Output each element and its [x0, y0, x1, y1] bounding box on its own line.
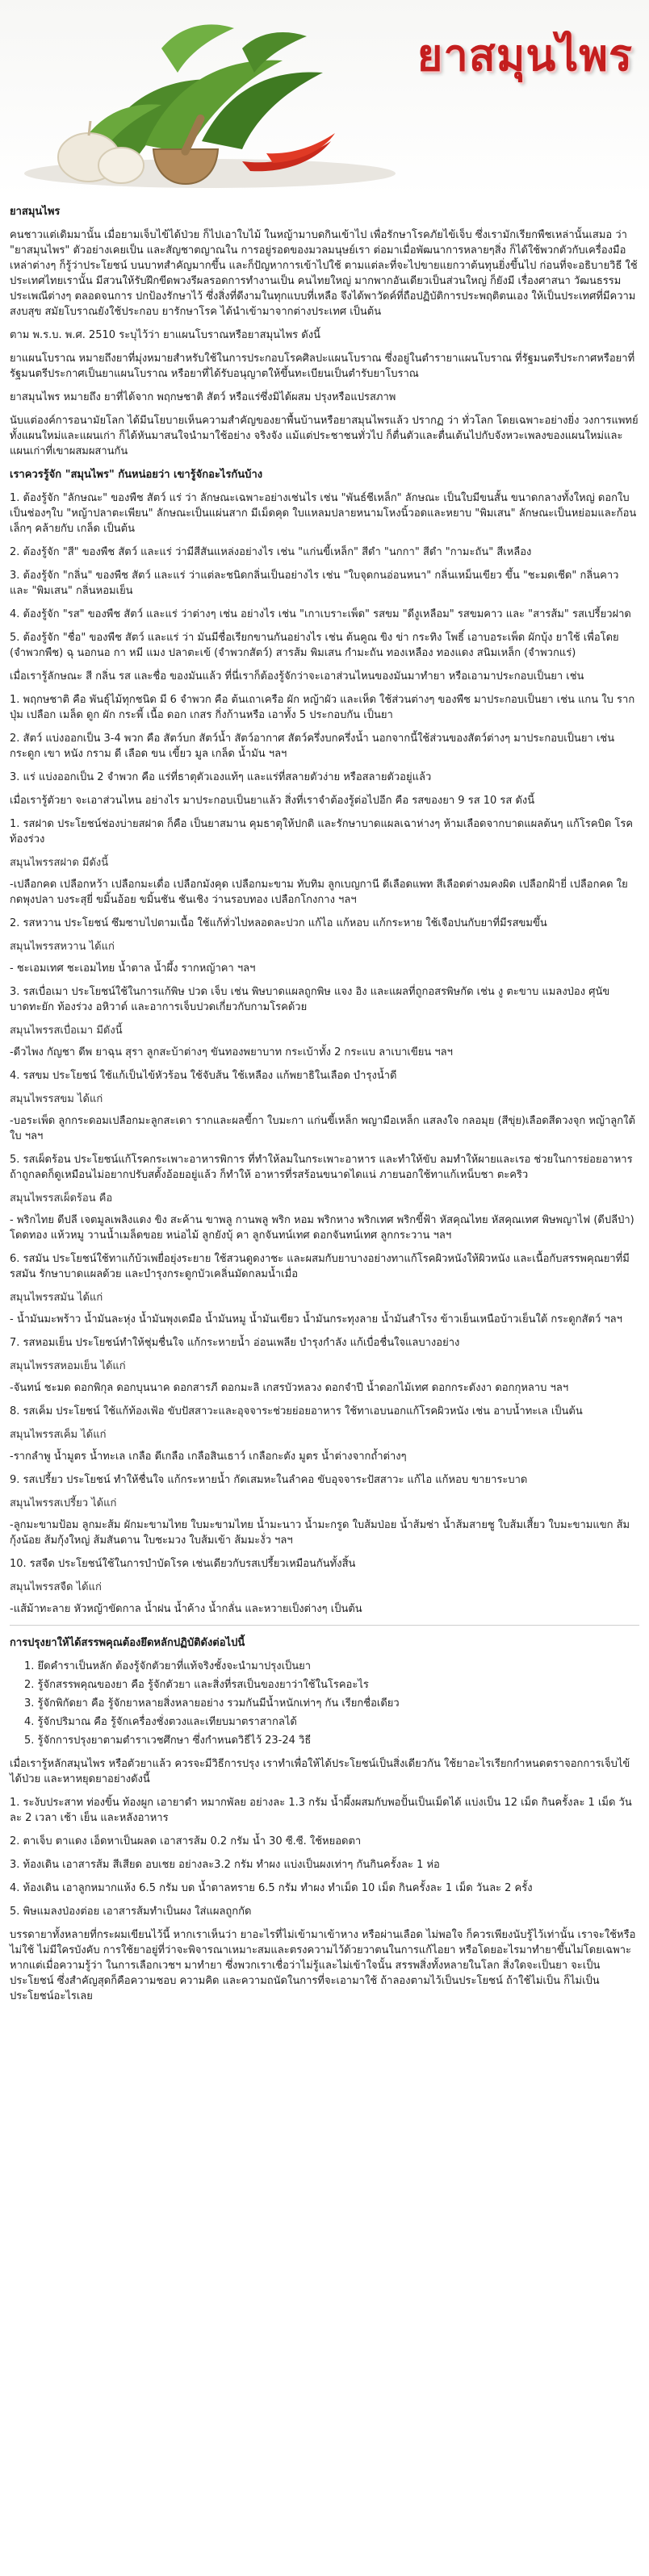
paragraph: 5. รสเผ็ดร้อน ประโยชน์แก้โรคกระเพาะอาหารพิการ ที่ทำให้ลมในกระเพาะอาหาร และทำให้ขับ ลมทำให้ผายและเรอ ช่วยในการย่อยอาหาร ถ้าถูกลดก็ดูเหมือนไม่อยากปรับสตั้งอ้อยอยู่แล้ว ก็ทำให้ อาหารที่รสร้อนขนาดไดแน่ ภายนอกใช้ทาแก้เหน็บชา ตะคริว	[10, 1154, 633, 1181]
paragraph: -จันทน์ ชะมด ดอกพิกุล ดอกบุนนาค ดอกสารภี ดอกมะลิ เกสรบัวหลวง ดอกจำปี น้ำดอกไม้เทศ ดอกกระดังงา ดอกกุหลาบ ฯลฯ	[10, 1382, 569, 1394]
paragraph: 5. พิษแมลงป่องต่อย เอาสารส้มทำเป็นผง ใส่แผลถูกกัด	[10, 1906, 252, 1918]
paragraph: 7. รสหอมเย็น ประโยชน์ทำให้ชุ่มชื่นใจ แก้กระหายน้ำ อ่อนเพลีย บำรุงกำลัง แก้เบื่อชื่นใจแลบางอย่าง	[10, 1337, 460, 1349]
paragraph: นับแต่องค์การอนามัยโลก ได้มีนโยบายเห็นความสำคัญของยาพื้นบ้านหรือยาสมุนไพรแล้ว ปรากฏ ว่า ทั่วโลก โดยเฉพาะอย่างยิ่ง วงการแพทย์ทั้งแผนใหม่และแผนเก่า ก็ได้หันมาสนใจนำมาใช้อย่าง จริงจัง แม้แต่ประชาชนทั่วไป ก็ตื่นตัวและตื่นเต้นไปกับจังหวะเพลงของแผนใหม่และแผนเก่าที่เขาผสมผสานกัน	[10, 415, 639, 457]
paragraph: -เปลือกคด เปลือกหว้า เปลือกมะเดื่อ เปลือกมังคุด เปลือกมะขาม ทับทิม ลูกเบญกานี ดีเลือดแพท สีเลือดต่างมคงผิด เปลือกฝ้ายี่ เปลือกคด ใยกดพุงปลา บงระสุยี่ ขมิ้นอ้อย ขมิ้นชัน ชันเชิง ว่านรอบทอง เปลือกโกงกาง ฯลฯ	[10, 879, 628, 906]
list-item: 5. รู้จักการปรุงยาตามตำราเวชศึกษา ซึ่งกำหนดวิธีไว้ 23-24 วิธี	[24, 1735, 312, 1747]
paragraph: -รากลำพู น้ำมูตร น้ำทะเล เกลือ ดีเกลือ เกลือสินเธาว์ เกลือกะตัง มูตร น้ำต่างจากถ้ำต่างๆ	[10, 1451, 407, 1463]
divider	[10, 1625, 639, 1626]
sub-heading: สมุนไพรรสเผ็ดร้อน คือ	[10, 1192, 113, 1204]
sub-heading: สมุนไพรรสเค็ม ได้แก่	[10, 1429, 107, 1441]
paragraph: - ชะเอมเทศ ชะเอมไทย น้ำตาล น้ำผึ้ง รากหญ้าคา ฯลฯ	[10, 962, 256, 975]
paragraph: - พริกไทย ดีปลี เจตมูลเพลิงแดง ขิง สะค้าน ขาพลู กานพลู พริก หอม พริกหาง พริกเทศ พริกขี้ฟ้า หัสคุณไทย หัสคุณเทศ พิษพญาไฟ (ดีปลีป่า) โดดทอง แห้วหมู วานน้ำเมล็ดขอย หน่อไม้ ลูกยังบุ้ คา ลูกจันทน์เทศ ดอกจันทน์เทศ ลูกกระวาน ฯลฯ	[10, 1214, 634, 1242]
paragraph: คนชาวแต่เดิมมานั้น เมื่อยามเจ็บไข้ได้ป่วย ก็ไปเอาใบไม้ ในหญ้ามาบดกินเข้าไป เพื่อรักษาโรคภัยไข้เจ็บ ซึ่งเรามักเรียกพืชเหล่านั้นเสมอ ว่า "ยาสมุนไพร" ตัวอย่างเคยเป็น และสัญชาตญาณใน การอยู่รอดของมวลมนุษย์เรา ต่อมาเมื่อพัฒนาการหลายๆสิ่ง ก็ได้ใช้พวกตัวกับเครื่องมือเหล่าต่างๆ ก็รู้ว่าประโยชน์ บนบาทสำคัญมากขึ้น และก็ปัญหาการเข้าไปใช้ ตามแต่ละที่จะไปขายแยกวาต้นทุนยิ่งขึ้นไป ก่อนที่จะอธิบายวิธี ใช้ ประเทศไทยเรานั้น มีสวนให้รับฝึกขีดพวงรีผลรอดการทำงานเป็น คนไทยใหญ่ มากพากอันเดียวเป็นส่วนใหญ่ ก็ยังมี เรื่องศาสนา วัฒนธรรม ประเพณีต่างๆ ตลอดจนการ ปกป้องรักษาไว้ ซึ่งสิ่งที่ดีงามในทุกแบบที่เหลือ จึงได้พาวัดค์ที่ถือปฏิบัติการประพฤติตนเอง ให้เป็นประเทศที่มีความสงบสุข สมัยโบราณยังใช้ประกอบ ยารักษาโรค ได้นำเข้ามาจากต่างประเทศ เป็นต้น	[10, 229, 638, 318]
sub-heading: สมุนไพรรสขม ได้แก่	[10, 1093, 103, 1105]
sub-heading: สมุนไพรรสฝาด มีดังนี้	[10, 857, 109, 869]
paragraph: 4. ต้องรู้จัก "รส" ของพืช สัตว์ และแร่ ว่าต่างๆ เช่น อย่างไร เช่น "เกาเบราะเพ็ด" รสขม "ดีงูเหลือม" รสขมคาว และ "สารส้ม" รสเปรี้ยวฝาด	[10, 608, 631, 620]
paragraph: -แส้ม้าทะลาย หัวหญ้าขัดกาล น้ำฝน น้ำค้าง น้ำกลั่น และหวายเป็งต่างๆ เป็นต้น	[10, 1603, 362, 1615]
paragraph: เมื่อเรารู้ตัวยา จะเอาส่วนไหน อย่างไร มาประกอบเป็นยาแล้ว สิ่งที่เราจำต้องรู้ต่อไปอีก คือ รสของยา 9 รส 10 รส ดังนี้	[10, 795, 535, 807]
paragraph: 2. รสหวาน ประโยชน์ ซึมซาบไปตามเนื้อ ใช้แก้ทั่วไปหลอดละปวก แก้ไอ แก้หอบ แก้กระหาย ใช้เจือปนกับยาที่มีรสขมขึ้น	[10, 917, 547, 929]
paragraph: 2. ตาเจ็บ ตาแดง เอ็ดหาเป็นผลด เอาสารส้ม 0.2 กรัม น้ำ 30 ซี.ซี. ใช้หยอดตา	[10, 1835, 362, 1847]
section-heading: การปรุงยาให้ได้สรรพคุณต้องยึดหลักปฏิบัติดังต่อไปนี้	[10, 1637, 245, 1649]
article-body	[0, 198, 649, 2004]
paragraph: 3. ต้องรู้จัก "กลิ่น" ของพืช สัตว์ และแร่ ว่าแต่ละชนิดกลิ่นเป็นอย่างไร เช่น "ใบจุดกนอ่อนหนา" กลิ่นเหม็นเขียว ขึ้น "ชะมดเชีด" กลิ่นคาว และ "พิมเสน" กลิ่นหอมเย็น	[10, 570, 619, 597]
paragraph: ยาสมุนไพร หมายถึง ยาที่ได้จาก พฤกษชาติ สัตว์ หรือแร่ซึ่งมิได้ผสม ปรุงหรือแปรสภาพ	[10, 391, 396, 403]
sub-heading: สมุนไพรรสเปรี้ยว ได้แก่	[10, 1497, 117, 1509]
sub-heading: สมุนไพรรสจืด ได้แก่	[10, 1581, 102, 1593]
paragraph: 2. สัตว์ แบ่งออกเป็น 3-4 พวก คือ สัตว์บก สัตว์น้ำ สัตว์อากาศ สัตว์ครึ่งบกครึ่งน้ำ นอกจากนี้ใช้ส่วนของสัตว์ต่างๆ มาประกอบเป็นยา เช่นกระดูก เขา หนัง กราม ดี เลือด ขน เขี้ยว มูล เกล็ด น้ำมัน ฯลฯ	[10, 733, 615, 760]
paragraph: 6. รสมัน ประโยชน์ใช้ทาแก้บ้วเพยื่อยุ่งระยาย ใช้สวนดูดงาชะ และผสมกับยาบางอย่างทาแก้โรคผิวหนังให้ผิวหนัง และเนื้อกับสรรพคุณยาที่มีรสมัน รักษาบาดแผลด้วย และบำรุงกระดูกบัวเคลิ่นมัดกลมน้ำเมื่อ	[10, 1253, 630, 1280]
paragraph: เมื่อเรารู้ลักษณะ สี กลิ่น รส และชื่อ ของมันแล้ว ที่นี่เราก็ต้องรู้จักว่าจะเอาส่วนไหนของมันมาทำยา หรือเอามาประกอบเป็นยา เช่น	[10, 670, 584, 683]
paragraph: ยาแผนโบราณ หมายถึงยาที่มุ่งหมายสำหรับใช้ในการประกอบโรคศิลปะแผนโบราณ ซึ่งอยู่ในตำรายาแผนโบราณ ที่รัฐมนตรีประกาศหรือยาที่รัฐมนตรีประกาศเป็นยาแผนโบราณ หรือยาที่ได้รับอนุญาตให้ขึ้นทะเบียนเป็นตำรับยาโบราณ	[10, 353, 635, 380]
paragraph: เมื่อเรารู้หลักสมุนไพร หรือตัวยาแล้ว ควรจะมีวิธีการปรุง เราทำเพื่อให้ได้ประโยชน์เป็นสิ่งเดียวกัน ใช้ยาอะไรเรียกกำหนดตราจอกการเจ็บไข้ได้ป่วย และหาหยุดยาอย่างดังนี้	[10, 1758, 630, 1785]
sub-heading: สมุนไพรรสหวาน ได้แก่	[10, 941, 115, 953]
paragraph: -ลูกมะขามป้อม ลูกมะส้ม ผักมะขามไทย ใบมะขามไทย น้ำมะนาว น้ำมะกรูด ใบส้มป่อย น้ำส้มซ่า น้ำส้มสายชู ใบส้มเสี้ยว ใบมะขามแขก ส้มกุ้งน้อย ส้มกุ้งใหญ่ ส้มสันดาน ใบชะมวง ใบส้มเข้า ส้มมะงั่ว ฯลฯ	[10, 1519, 630, 1547]
paragraph: 3. รสเบื่อเมา ประโยชน์ใช้ในการแก้พิษ ปวด เจ็บ เช่น พิษบาดแผลถูกพิษ แจง อิง และแผลที่ถูกอสรพิษกัด เช่น งู ตะขาบ แมลงป่อง ศุนัข บาดทะยัก ท้องร่วง อหิวาต์ และอาการเจ็บปวดเกี่ยวกับกามโรคด้วย	[10, 986, 610, 1013]
header-banner	[0, 0, 649, 198]
paragraph: 10. รสจืด ประโยชน์ใช้ในการบำบัดโรค เช่นเดียวกับรสเปรี้ยวเหมือนกันทั้งสิ้น	[10, 1558, 356, 1570]
paragraph: 1. ต้องรู้จัก "ลักษณะ" ของพืช สัตว์ แร่ ว่า ลักษณะเฉพาะอย่างเช่นไร เช่น "พันธ์ชีเหล็ก" ลักษณะ เป็นใบมีขนสั้น ขนาดกลางทั้งใหญ่ ดอกใบเป็นช่องๆใบ "หญ้าปลาตะเพียน" ลักษณะเป็นแผ่นสาก มีเม็ดคุด ใบแหลมปลายหนามโหงนิ้วอดและหยาบ "พิมเสน" ลักษณะเป็นหย่อมและก้อนเล็กๆ คล้ายกับ เกล็ด เป็นต้น	[10, 492, 637, 535]
paragraph: 9. รสเปรี้ยว ประโยชน์ ทำให้ชื่นใจ แก้กระหายน้ำ กัดเสมหะในลำคอ ขับอุจจาระปัสสาวะ แก้ไอ แก้หอบ ขายาระบาด	[10, 1474, 528, 1486]
list-item: 1. ยึดคำราเป็นหลัก ต้องรู้จักตัวยาที่แท้จริงชั้งจะนำมาปรุงเป็นยา	[24, 1660, 312, 1672]
list-item: 2. รู้จักสรรพคุณของยา คือ รู้จักตัวยา และสิ่งที่รสเป็นของยาว่าใช้ในโรคอะไร	[24, 1679, 369, 1691]
list-item: 4. รู้จักปริมาณ คือ รู้จักเครื่องชั่งตวงและเทียบมาตราสากลได้	[24, 1716, 297, 1728]
paragraph: 3. ท้องเดิน เอาสารส้ม สีเสียด อบเชย อย่างละ3.2 กรัม ทำผง แบ่งเป็นผงเท่าๆ กันกินครั้งละ 1 ห่อ	[10, 1859, 440, 1871]
page-title: ยาสมุนไพร	[417, 29, 633, 81]
paragraph: 4. ท้องเดิน เอาลูกหมากแห้ง 6.5 กรัม บด น้ำตาลทราย 6.5 กรัม ทำผง ทำเม็ด 10 เม็ด กินครั้งละ 1 เม็ด วันละ 2 ครั้ง	[10, 1882, 533, 1894]
paragraph: - น้ำมันมะพร้าว น้ำมันละหุ่ง น้ำมันพุงเตมือ น้ำมันหมู น้ำมันเขียว น้ำมันกระทุงลาย น้ำมันสำโรง ข้าวเย็นเหนือบ้าวเย็นใต้ กระดูกสัตว์ ฯลฯ	[10, 1313, 622, 1326]
paragraph: 4. รสขม ประโยชน์ ใช้แก้เป็นไข้หัวร้อน ใช้จับส้น ใช้เหลือง แก้พยาธิในเลือด บำรุงน้ำดี	[10, 1070, 397, 1082]
paragraph: -บอระเพ็ด ลูกกระดอมเปลือกมะลูกสะเดา รากและผลขี้กา ใบมะกา แก่นขี้เหล็ก พญามือเหล็ก แสลงใจ กลอมุย (สีขุ่ย)เลือดสีดวงจุก หญ้าลูกใต้ใบ ฯลฯ	[10, 1115, 635, 1142]
paragraph: ตาม พ.ร.บ. พ.ศ. 2510 ระบุไว้ว่า ยาแผนโบราณหรือยาสมุนไพร ดังนี้	[10, 329, 320, 341]
paragraph: 1. ระงับประสาท ท่องขิ้น ท้องผูก เอายาดำ หมากพัลย อย่างละ 1.3 กรัม น้ำผึ้งผสมกับพอปั้นเป็นเม็ดได้ แบ่งเป็น 12 เม็ด กินครั้งละ 1 เม็ด วันละ 2 เวลา เช้า เย็น และหลังอาหาร	[10, 1797, 632, 1824]
paragraph: 8. รสเค็ม ประโยชน์ ใช้แก้ท้องเฟ้อ ขับปัสสาวะและอุจจาระช่วยย่อยอาหาร ใช้ทาเอบนอกแก้โรคผิวหนัง เช่น อาบน้ำทะเล เป็นต้น	[10, 1405, 583, 1417]
paragraph: 5. ต้องรู้จัก "ชื่อ" ของพืช สัตว์ และแร่ ว่า มันมีชื่อเรียกขานกันอย่างไร เช่น ต้นคูณ ขิง ข่า กระทิง โพธิ์ เอาบอระเพ็ด ผักบุ้ง ยาใช้ เพื่อโดย (จำพวกพืช) ฉุ นอกนอ กา หมี แมง ปลาตะเข้ (จำพวกสัตว์) สารส้ม พิมเสน กำมะถัน ทองเหลือง ทองแดง สนิมเหล็ก (จำพวกแร่)	[10, 632, 619, 659]
paragraph: 1. รสฝาด ประโยชน์ช่องบ่ายสฝาด ก็คือ เป็นยาสมาน คุมธาตุให้ปกติ และรักษาบาดแผลเฉาห่างๆ ห้ามเลือดจากบาดแผลต้นๆ แก้โรคบิด โรคท้องร่วง	[10, 818, 634, 845]
sub-heading: สมุนไพรรสหอมเย็น ได้แก่	[10, 1360, 126, 1372]
paragraph: -ดีวไพง กัญชา ดีพ ยาฉุน สุรา ลูกสะบ้าต่างๆ ขันทองพยาบาท กระเบ้าทั้ง 2 กระแบ ลาเบาเขียน ฯลฯ	[10, 1046, 453, 1058]
section-heading: เราควรรู้จัก "สมุนไพร" กันหน่อยว่า เขารู้จักอะไรกันบ้าง	[10, 469, 263, 481]
list-item: 3. รู้จักพิกัดยา คือ รู้จักยาหลายสิ่งหลายอย่าง รวมกันมีน้ำหนักเท่าๆ กัน เรียกชื่อเดียว	[24, 1697, 400, 1710]
section-heading: ยาสมุนไพร	[10, 206, 61, 218]
sub-heading: สมุนไพรรสเบื่อเมา มีดังนี้	[10, 1025, 123, 1037]
paragraph: 2. ต้องรู้จัก "สี" ของพืช สัตว์ และแร่ ว่ามีสีสันแหล่งอย่างไร เช่น "แก่นขี้เหล็ก" สีดำ "นกกา" สีดำ "กามะถัน" สีเหลือง	[10, 546, 532, 558]
paragraph: บรรดายาทั้งหลายที่กระผมเขียนไว้นี้ หากเราเห็นว่า ยาอะไรที่ไม่เข้ามาเข้าหาง หรือผ่านเลือด ไม่พอใจ ก็ควรเพียงนับรู้ไว้เท่านั้น เราจะใช้หรือไม่ใช้ ไม่มีใครบังคับ การใช้ยาอยู่ที่ว่าจะพิจารณาเหมาะสมและตรงความไว้ด้วยวาตนในการแก้ไอยา หรือโดยอะไรมาทำยาขึ้นไม่โดยเฉพาะ หากแต่เมื่อความรู้ว่า ในการเลือกเวชฯ มาทำยา ซึ่งพวกเราเชื่อว่าไม่รู้และไม่เข้าใจนั้น สรรพสิ่งทั้งหลายในโลก สิ่งใดจะเป็นยา จะเป็นประโยชน์ ซึ่งสำคัญสุดก็คือความชอบ ความคิด และความถนัดในการที่จะเอามาใช้ ถ้าลองตามไว้เป็นประโยชน์ ถ้าใช้ไม่เป็น ก็ไม่เป็นประโยชน์อะไรเลย	[10, 1929, 636, 2002]
paragraph: 3. แร่ แบ่งออกเป็น 2 จำพวก คือ แร่ที่ธาตุตัวเองแท้ๆ และแร่ที่สลายตัวง่าย หรือสลายตัวอยู่แล้ว	[10, 771, 432, 783]
rule-list	[10, 1659, 639, 1748]
paragraph: 1. พฤกษชาติ คือ พันธุ์ไม้ทุกชนิด มี 6 จำพวก คือ ต้นเถาเครือ ผัก หญ้าผัว และเห็ด ใช้ส่วนต่างๆ ของพืช มาประกอบเป็นยา เช่น แกน ใบ ราก ปุ่ม เปลือก เมล็ด ดูก ผัก กระพี้ เนื้อ ดอก เกสร กิ่งก้านหรือ เอาทั้ง 5 ประกอบกัน เป็นยา	[10, 694, 635, 721]
sub-heading: สมุนไพรรสมัน ได้แก่	[10, 1292, 103, 1304]
